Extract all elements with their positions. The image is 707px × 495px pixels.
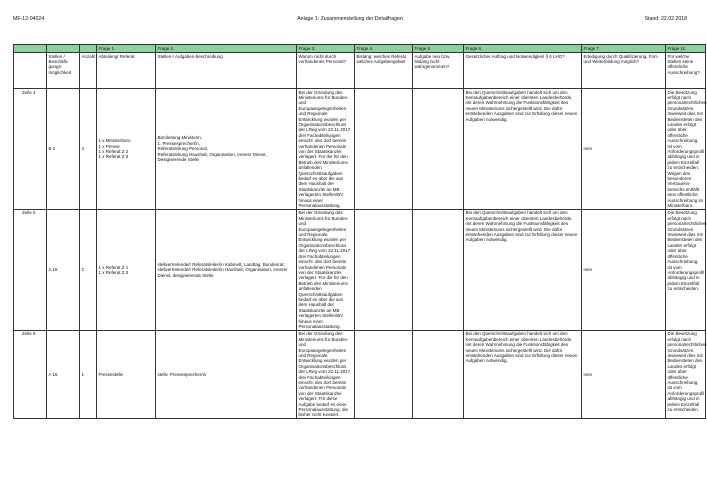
cell-bislang [355,330,413,419]
cell-zeile: Zeile 5 [14,209,47,330]
cell-zeile: Zeile 6 [14,330,47,419]
cell-ausschreibung: Die Besetzung erfolgt nach personalrechtlichen Grundsätzen. Inwieweit dies mit Bediensteten des Landes erfolgt oder über öffentliche Ausschreibung, ist vom Anforderungsprofil abhängig und in jedem Einzelfall zu entscheiden. Wegen des besonderen Vertrauens-bereichs entfällt eine öffentliche Ausschreibung im Ministerbüro. [667,89,707,209]
column-header: Aufgabe neu bzw. bislang nicht wahrgenommen? [413,53,464,89]
cell-stelle: A 15 [47,330,80,419]
cell-ausschreibung: Die Besetzung erfolgt nach personalrechtlichen Grundsätzen. Inwieweit dies mit Bediensteten des Landes erfolgt oder über öffentliche Ausschreibung, ist vom Anforderungsprofil abhängig und in jedem Einzelfall zu entscheiden. [666,209,706,330]
cell-anzahl: 4 [80,89,97,210]
cell-gesetzlich: Bei den Querschnittsaufgaben handelt sich um den Kernaufgabenbereich einer obersten Landesbehörde, mit deren Wahrnehmung die Funktionsfähigkeit des neuen Ministeriums sichergestellt wird. Die dafür entstehenden Ausgaben sind zur Erfüllung dieser neuen Aufgaben notwendig. [464,89,582,210]
column-header: Für welche Stellen keine öffentliche Ausschreibung? [666,53,706,89]
question-number-cell: Frage 7. [582,45,666,53]
document-id: MF-12-04024 [13,16,45,22]
column-header: Stellen-/ Aufgaben-beschreibung [156,53,297,89]
column-header: Erledigung durch Qualifizierung, Fort- und Weiterbildung möglich? [582,53,666,89]
cell-qualifizierung: nein [582,330,666,419]
cell-beschreibung: stellvertretende/r Referatsleiter/in Kabinett, Landtag, Bundesrat; stellvertretende/r Referatsleiter/in Haushalt, Organisation, Innerer Dienst, designierende Stelle [156,209,297,330]
cell-qualifizierung: nein [582,89,666,210]
document-title: Anlage 1: Zusammenstellung der Detailfragen [297,16,403,22]
cell-bislang [355,209,413,330]
document-date: Stand: 22.02.2018 [644,16,687,22]
column-header [14,53,47,89]
cell-warum: Bei der Gründung des Ministeriums für Bundes- und Europaangelegenheiten und Regionale Entwicklung wurden per Organisationsbeschluss der LReg vom 22.11.2017 drei Fachabteilungen einschl. des dort bereits vorhandenen Personals von der Staatskanzlei verlagert. Für diese Aufgabe bedarf es einer Personalausstattung, die bisher nicht existiert. [297,330,355,419]
table-row [14,330,706,419]
cell-zeile: Zeile 4 [14,89,47,210]
question-number-cell: Frage 4. [355,45,413,53]
question-number-cell: Frage 11. [666,45,706,53]
column-header: Abteilung/ Referat [97,53,156,89]
question-number-cell [14,45,47,53]
cell-abteilung: 1 x Ministerbüro 1 x Presse 1 x Referat Z 2 1 x Referat Z 3 [97,89,156,210]
cell-anzahl: 2 [80,209,97,330]
cell-warum: Bei der Gründung des Ministeriums für Bundes- und Europaangelegenheiten und Regionale Entwicklung wurden per Organisationsbeschluss der LReg vom 22.11.2017 drei Fachabteilungen einschl. des dort bereits vorhandenen Personals von der Staatskanzlei verlagert. Für die für den Betrieb des Ministeriums anfallenden Querschnittsaufgaben bedarf es über die aus dem Haushalt der Staatskanzlei an MB verlagerten Stellen/BV hinaus einer Personalausstattung. [297,89,355,210]
question-number-cell: Frage 1. [97,45,156,53]
cell-neu [413,89,464,210]
cell-gesetzlich: Bei den Querschnittsaufgaben handelt sich um den Kernaufgabenbereich einer obersten Landesbehörde, mit deren Wahrnehmung die Funktionsfähigkeit des neuen Ministeriums sichergestellt wird. Die dafür entstehenden Ausgaben sind zur Erfüllung dieser neuen Aufgaben notwendig. [464,330,582,419]
question-number-cell: Frage 6. [464,45,582,53]
cell-ausschreibung: Die Besetzung erfolgt nach personalrechtlichen Grundsätzen. Inwieweit dies mit Bediensteten des Landes erfolgt oder über öffentliche Ausschreibung, ist vom Anforderungsprofil abhängig und in jedem Einzelfall zu entscheiden. [666,330,706,419]
column-header-row [14,53,706,89]
cell-bislang [355,89,413,210]
cell-neu [413,209,464,330]
detail-questions-table [13,44,706,419]
column-header: Gesetzlicher Auftrag und Notwendigkeit § 6 LHO? [464,53,582,89]
question-number-cell: Frage 2. [156,45,297,53]
cell-qualifizierung: nein [582,209,666,330]
table-row [14,89,706,210]
cell-beschreibung: Büroleitung Ministerin, 1. Pressesprecher/in, Referatsleitung Personal, Referatsleitung Haushalt, Organisation, Innerer Dienst, Designierende Stelle [156,89,297,210]
column-header: Warum nicht durch vorhandenes Personal? [297,53,355,89]
column-header: Stellen / Beschäfti-gungs-möglichkeit [47,53,80,89]
cell-anzahl: 1 [80,330,97,419]
cell-warum: Bei der Gründung des Ministeriums für Bundes- und Europaangelegenheiten und Regionale Entwicklung wurden per Organisationsbeschluss der LReg vom 22.11.2017 drei Fachabteilungen einschl. des dort bereits vorhandenen Personals von der Staatskanzlei verlagert. Für die für den Betrieb des Ministeriums anfallenden Querschnittsaufgaben bedarf es über die aus dem Haushalt der Staatskanzlei an MB verlagerten Stellen/BV hinaus einer Personalausstattung. [297,209,355,330]
question-number-cell [47,45,80,53]
cell-abteilung: Pressestelle [97,330,156,419]
cell-neu [413,330,464,419]
column-header: Anzahl [80,53,97,89]
question-number-cell [80,45,97,53]
question-number-cell: Frage 5. [413,45,464,53]
question-number-cell: Frage 3. [297,45,355,53]
cell-gesetzlich: Bei den Querschnittsaufgaben handelt sich um den Kernaufgabenbereich einer obersten Landesbehörde, mit deren Wahrnehmung die Funktionsfähigkeit des neuen Ministeriums sichergestellt wird. Die dafür entstehenden Ausgaben sind zur Erfüllung dieser neuen Aufgaben notwendig. [464,209,582,330]
column-header: Bislang: welches Referat welches Aufgabengebiet [355,53,413,89]
cell-abteilung: 1 x Referat Z 1 1 x Referat Z 3 [97,209,156,330]
cell-beschreibung: stellv. Pressesprecher/in [156,330,297,419]
cell-stelle: B 2 [47,89,80,210]
table-row [14,209,706,330]
question-number-row [14,45,706,53]
cell-stelle: A 16 [47,209,80,330]
